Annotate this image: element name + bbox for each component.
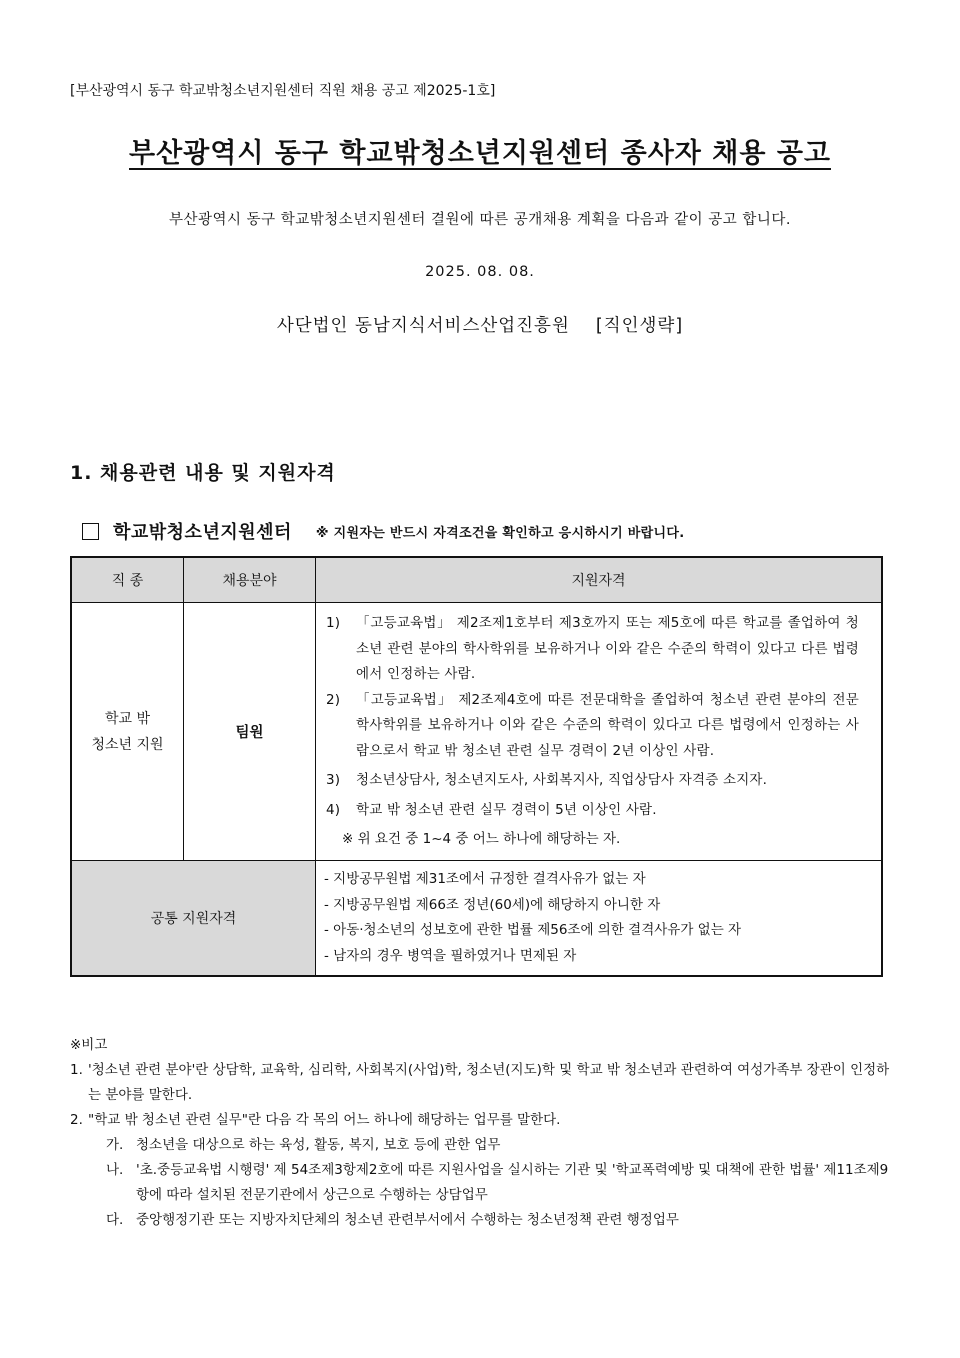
qualification-cell bbox=[316, 603, 883, 861]
table-row bbox=[71, 603, 882, 861]
qualification-item bbox=[326, 688, 859, 765]
header-field: 채용분야 bbox=[184, 557, 316, 603]
header-qualification: 지원자격 bbox=[316, 557, 883, 603]
qualification-text: 「고등교육법」 제2조제4호에 따른 전문대학을 졸업하여 청소년 관련 분야의 전문 학사학위를 보유하거나 이와 같은 수준의 학력이 있다고 다른 법령에서 인정하는 사람으로서 학교 밖 청소년 관련 실무 경력이 2년 이상인 사람. bbox=[356, 691, 859, 759]
remark-subitem-text: 중앙행정기관 또는 지방자치단체의 청소년 관련부서에서 수행하는 청소년정책 관련 행정업무 bbox=[136, 1212, 679, 1228]
seal-omitted-text: [직인생략] bbox=[595, 316, 684, 336]
qualification-text: 「고등교육법」 제2조제1호부터 제3호까지 또는 제5호에 따른 학교를 졸업하여 청소년 관련 분야의 학사학위를 보유하거나 이와 같은 수준의 학력이 있다고 다른 법령에서 인정하는 사람. bbox=[356, 615, 859, 682]
remarks bbox=[70, 1033, 892, 1233]
qualification-item bbox=[326, 611, 859, 688]
remark-number: 2. bbox=[70, 1112, 83, 1128]
qualification-number: 4) bbox=[326, 801, 341, 818]
common-qualification-item: - 지방공무원법 제31조에서 규정한 결격사유가 없는 자 bbox=[324, 871, 646, 887]
sub-heading-title: 학교밖청소년지원센터 bbox=[113, 522, 292, 543]
page-title bbox=[0, 131, 960, 170]
section-heading: 1. 채용관련 내용 및 지원자격 bbox=[70, 462, 336, 484]
remark-item bbox=[70, 1108, 892, 1133]
common-qualification-item: - 아동·청소년의 성보호에 관한 법률 제56조에 의한 결격사유가 없는 자 bbox=[324, 922, 742, 938]
document-number: [부산광역시 동구 학교밖청소년지원센터 직원 채용 공고 제2025-1호] bbox=[70, 83, 496, 99]
remark-text: '청소년 관련 분야'란 상담학, 교육학, 심리학, 사회복지(사업)학, 청소년(지도)학 및 학교 밖 청소년과 관련하여 여성가족부 장관이 인정하는 분야를 말한다. bbox=[88, 1062, 890, 1103]
remark-subitem bbox=[70, 1208, 892, 1233]
field-cell: 팀원 bbox=[184, 603, 316, 861]
qualification-item bbox=[326, 768, 859, 794]
common-qualification-item: - 지방공무원법 제66조 정년(60세)에 해당하지 아니한 자 bbox=[324, 896, 661, 913]
table-header-row bbox=[71, 557, 882, 603]
remark-number: 1. bbox=[70, 1062, 83, 1078]
job-type-line: 청소년 지원 bbox=[91, 736, 164, 753]
header-job-type: 직 종 bbox=[71, 557, 184, 603]
job-type-line: 학교 밖 bbox=[104, 710, 151, 727]
announcement-date: 2025. 08. 08. bbox=[425, 264, 535, 280]
common-qualification-cell bbox=[316, 861, 883, 977]
qualification-table bbox=[70, 556, 883, 977]
qualification-note: ※ 위 요건 중 1~4 중 어느 하나에 해당하는 자. bbox=[342, 831, 621, 847]
organization-name: 사단법인 동남지식서비스산업진흥원 bbox=[276, 316, 570, 336]
remarks-title: ※비고 bbox=[70, 1037, 108, 1053]
common-qualification-label: 공통 지원자격 bbox=[71, 861, 316, 977]
qualification-number: 1) bbox=[326, 615, 341, 631]
remark-subitem-text: '초.중등교육법 시행령' 제 54조제3항제2호에 따른 지원사업을 실시하는 기관 및 '학교폭력예방 및 대책에 관한 법률' 제11조제9항에 따라 설치된 전문기관에서 상근으로 수행하는 상담업무 bbox=[136, 1162, 889, 1203]
qualification-text: 청소년상담사, 청소년지도사, 사회복지사, 직업상담사 자격증 소지자. bbox=[356, 772, 768, 788]
sub-heading-note: ※ 지원자는 반드시 자격조건을 확인하고 응시하시기 바랍니다. bbox=[315, 525, 685, 541]
qualification-number: 2) bbox=[326, 691, 341, 708]
remark-subitem bbox=[70, 1158, 892, 1208]
job-type-cell bbox=[71, 603, 184, 861]
remark-subitem-label: 가. bbox=[106, 1137, 124, 1153]
remark-subitem-label: 다. bbox=[106, 1212, 124, 1228]
empty-square-icon bbox=[82, 523, 99, 540]
sub-heading bbox=[82, 518, 684, 544]
qualification-item bbox=[326, 798, 859, 824]
qualification-number: 3) bbox=[326, 772, 341, 788]
intro-text: 부산광역시 동구 학교밖청소년지원센터 결원에 따른 공개채용 계획을 다음과 같이 공고 합니다. bbox=[169, 212, 791, 228]
table-row bbox=[71, 861, 882, 977]
remark-subitem bbox=[70, 1133, 892, 1158]
common-qualification-item: - 남자의 경우 병역을 필하였거나 면제된 자 bbox=[324, 947, 577, 964]
qualification-text: 학교 밖 청소년 관련 실무 경력이 5년 이상인 사람. bbox=[356, 801, 657, 818]
page-title-text: 부산광역시 동구 학교밖청소년지원센터 종사자 채용 공고 bbox=[129, 138, 831, 169]
remark-subitem-label: 나. bbox=[106, 1162, 124, 1178]
remark-item bbox=[70, 1058, 892, 1108]
organization-line bbox=[0, 312, 960, 337]
remark-text: "학교 밖 청소년 관련 실무"란 다음 각 목의 어느 하나에 해당하는 업무를 말한다. bbox=[88, 1112, 561, 1128]
remark-subitem-text: 청소년을 대상으로 하는 육성, 활동, 복지, 보호 등에 관한 업무 bbox=[136, 1137, 501, 1153]
